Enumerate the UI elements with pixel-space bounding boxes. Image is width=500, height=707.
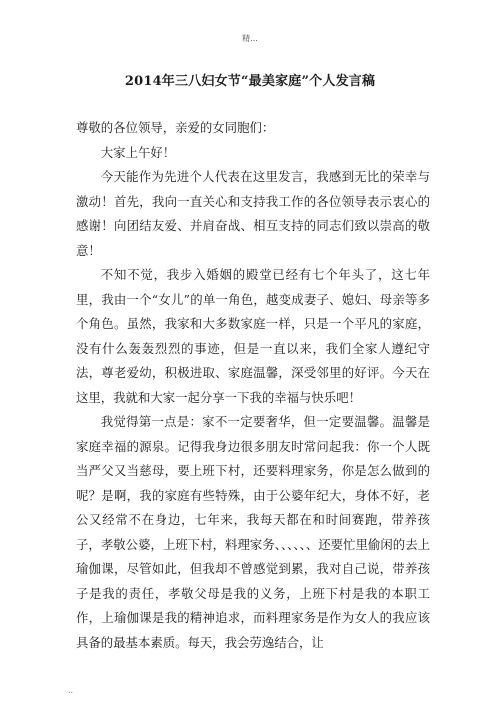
salutation: 尊敬的各位领导，亲爱的女同胞们： [76,120,275,135]
paragraph: 今天能作为先进个人代表在这里发言，我感到无比的荣幸与激动！首先，我向一直关心和支持我工作的各位领导表示衷心的感谢！向团结友爱、并肩奋战、相互支持的同志们致以崇高的敬意！ [76,169,430,258]
greeting: 大家上午好！ [100,144,176,160]
header-mark: 精... [242,34,258,43]
paragraph: 不知不觉，我步入婚姻的殿堂已经有七个年头了，这七年里，我由一个“女儿”的单一角色，越变成妻子、媳妇、母亲等多个角色。虽然，我家和大多数家庭一样，只是一个平凡的家庭，没有什么轰轰烈烈的事迹，但是一直以来，我们全家人遵纪守法，尊老爱幼，积极进取、家庭温馨，深受邻里的好评。今天在这里，我就和大家一起分享一下我的幸福与快乐吧！ [76,267,430,405]
document-title: 2014年三八妇女节“最美家庭”个人发言稿 [124,74,376,89]
footer-mark: .. [68,686,74,695]
paragraph: 我觉得第一点是：家不一定要奢华，但一定要温馨。温馨是家庭幸福的源泉。记得我身边很多朋友时常问起我：你一个人既当严父又当慈母，要上班下村，还要料理家务，你是怎么做到的呢？是啊，我的家庭有些特殊，由于公婆年纪大，身体不好，老公又经常不在身边，七年来，我每天都在和时间赛跑，带养孩子，孝敬公婆，上班下村，料理家务、、、、、、还要忙里偷闲的去上瑜伽课，尽管如此，但我却不曾感觉到累，我对自己说，带养孩子是我的责任，孝敬父母是我的义务，上班下村是我的本职工作，上瑜伽课是我的精神追求，而料理家务是作为女人的我应该具备的最基本素质。每天，我会劳逸结合，让 [76,414,430,650]
document-body [76,116,430,655]
